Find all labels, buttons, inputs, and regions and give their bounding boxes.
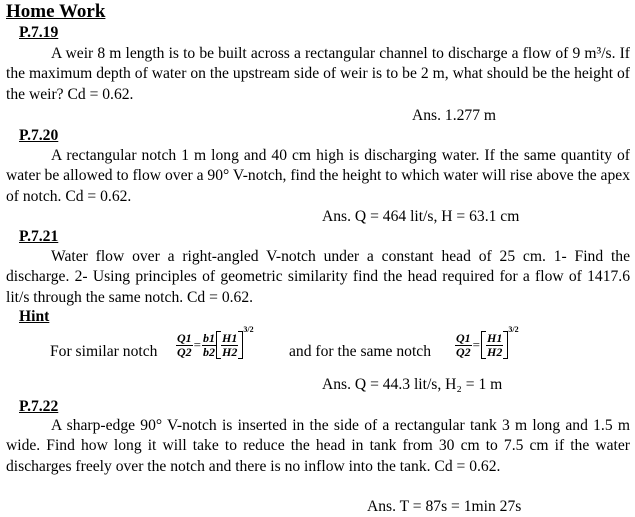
problem-text-p719: A weir 8 m length is to be built across a rectangular channel to discharge a flow of 9 m³/s. If the maximum depth of water on the upstream side of weir is to be 2 m, what should be the height of the weir? Cd = 0.62.	[6, 45, 630, 103]
problem-id-p720: P.7.20	[19, 127, 59, 144]
hint-label: Hint	[19, 308, 50, 325]
q-ratio-fraction-2: $\frac{Q1}{Q2}$	[456, 330, 471, 359]
b-ratio-fraction: $\frac{b1}{b2}$	[203, 330, 216, 359]
problem-id-p721: P.7.21	[19, 228, 59, 245]
h-ratio-fraction: $\frac{H1}{H2}$	[222, 330, 238, 359]
hint-left-text: For similar notch	[50, 343, 158, 360]
answer-p722: Ans. T = 87s = 1min 27s	[367, 498, 522, 515]
problem-id-p722: P.7.22	[19, 398, 59, 415]
q-ratio-fraction: $\frac{Q1}{Q2}$	[177, 330, 192, 359]
problem-text-p722: A sharp-edge 90° V-notch is inserted in the side of a rectangular tank 3 m long and 1.5 m wide. Find how long it will take to reduce the head in tank from 30 cm to 7.5 cm if the water discharges freely over the notch and there is no inflow into the tank. Cd = 0.62.	[6, 417, 630, 475]
same-notch-formula: $\frac{Q1}{Q2}$ = $\frac{H1}{H2}$ $^{3/2}$	[456, 325, 519, 359]
problem-text-p721: Water flow over a right-angled V-notch under a constant head of 25 cm. 1- Find the discharge. 2- Using principles of geometric similarity find the head required for a flow of 1417.6 lit/s through the same notch. Cd = 0.62.	[6, 248, 630, 306]
answer-p719: Ans. 1.277 m	[412, 107, 497, 124]
hint-mid-text: and for the same notch	[289, 343, 432, 360]
page-title: Home Work	[6, 1, 106, 22]
similar-notch-formula: $\frac{Q1}{Q2}$ = $\frac{b1}{b2}$ $\frac{H1}{H2}$ $^{3/2}$	[177, 325, 254, 359]
problem-id-p719: P.7.19	[19, 24, 59, 41]
h-ratio-fraction-2: $\frac{H1}{H2}$	[487, 330, 503, 359]
answer-p721: Ans. Q = 44.3 lit/s, H₂ = 1 m	[322, 376, 503, 393]
answer-p720: Ans. Q = 464 lit/s, H = 63.1 cm	[322, 208, 520, 225]
problem-text-p720: A rectangular notch 1 m long and 40 cm high is discharging water. If the same quantity of water be allowed to flow over a 90° V-notch, find the height to which water will rise above the apex of notch. Cd = 0.62.	[6, 147, 630, 205]
